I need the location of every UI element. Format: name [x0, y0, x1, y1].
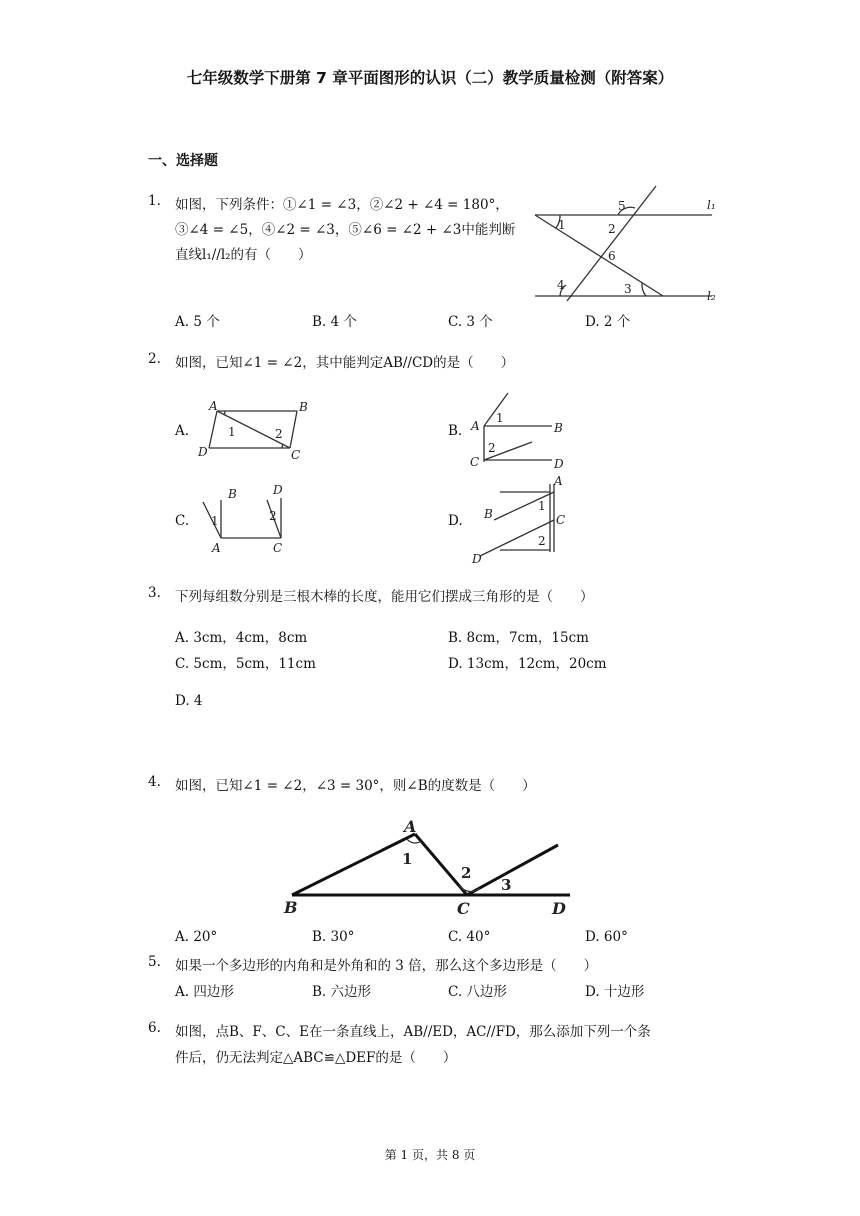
q2b-label-A: A: [471, 419, 480, 433]
q6-line-2: 件后，仍无法判定△ABC≌△DEF的是（ ）: [175, 1050, 457, 1066]
document-title: 七年级数学下册第 7 章平面图形的认识（二）教学质量检测（附答案）: [186, 69, 674, 87]
q1-number: 1.: [148, 193, 161, 209]
q2d-label-1: 1: [538, 499, 546, 513]
q5-option-c[interactable]: C. 八边形: [448, 984, 507, 1000]
q4-label-3: 3: [501, 876, 512, 894]
q3-option-d[interactable]: D. 13cm，12cm，20cm: [448, 656, 607, 672]
q2-option-b[interactable]: B.: [448, 423, 463, 439]
q2c-label-B: B: [228, 487, 237, 501]
q2c-label-C: C: [273, 541, 283, 555]
section-heading: 一、选择题: [148, 153, 218, 169]
q1-label-4: 4: [557, 278, 565, 292]
q2-option-d[interactable]: D.: [448, 513, 463, 529]
q2d-label-C: C: [556, 513, 566, 527]
q1-option-b[interactable]: B. 4 个: [312, 314, 357, 330]
q2-option-c[interactable]: C.: [175, 513, 190, 529]
q2-line-1: 如图，已知∠1 = ∠2，其中能判定AB//CD的是（ ）: [175, 355, 515, 371]
q2-option-a[interactable]: A.: [175, 423, 190, 439]
q2c-label-A: A: [212, 541, 221, 555]
q2c-label-2: 2: [269, 509, 277, 523]
q1-line-3: 直线l₁//l₂的有（ ）: [175, 247, 312, 263]
q2b-label-2: 2: [488, 441, 496, 455]
q5-number: 5.: [148, 954, 161, 970]
q4-label-A: A: [404, 817, 417, 836]
q5-option-a[interactable]: A. 四边形: [175, 984, 234, 1000]
q4-figure: [280, 812, 575, 920]
q4-option-d[interactable]: D. 60°: [585, 929, 628, 945]
q3-option-c[interactable]: C. 5cm，5cm，11cm: [175, 656, 316, 672]
q2-number: 2.: [148, 351, 161, 367]
q4-label-1: 1: [402, 850, 413, 868]
q3-line-1: 下列每组数分别是三根木棒的长度，能用它们摆成三角形的是（ ）: [175, 589, 594, 605]
q1-label-3: 3: [624, 282, 632, 296]
q4-label-B: B: [284, 898, 298, 917]
q2d-label-A: A: [554, 474, 563, 488]
q4-option-c[interactable]: C. 40°: [448, 929, 491, 945]
q2a-label-A: A: [209, 399, 218, 413]
q1-label-1: 1: [558, 218, 566, 232]
q3-number: 3.: [148, 585, 161, 601]
q2-figure-b: [462, 390, 577, 470]
q1-option-a[interactable]: A. 5 个: [175, 314, 220, 330]
q1-line-2: ③∠4 = ∠5，④∠2 = ∠3，⑤∠6 = ∠2 + ∠3中能判断: [175, 222, 516, 238]
q2a-label-C: C: [291, 448, 301, 462]
q1-line-1: 如图，下列条件：①∠1 = ∠3，②∠2 + ∠4 = 180°，: [175, 197, 509, 213]
page-footer: 第 1 页，共 8 页: [384, 1148, 476, 1162]
q5-option-d[interactable]: D. 十边形: [585, 984, 645, 1000]
q1-label-l2: l₂: [707, 289, 716, 303]
q4-option-a[interactable]: A. 20°: [175, 929, 218, 945]
q3-option-b[interactable]: B. 8cm，7cm，15cm: [448, 630, 589, 646]
q2-figure-d: [470, 470, 585, 570]
q3-option-a[interactable]: A. 3cm，4cm，8cm: [175, 630, 308, 646]
q1-label-6: 6: [608, 249, 616, 263]
q2d-label-B: B: [484, 507, 493, 521]
q2-figure-a: [195, 396, 310, 462]
q2a-label-D: D: [198, 445, 208, 459]
q1-figure: [530, 183, 730, 308]
q2b-label-D: D: [554, 457, 564, 471]
q1-label-5: 5: [618, 199, 626, 213]
q1-label-2: 2: [608, 222, 616, 236]
q2b-label-B: B: [554, 421, 563, 435]
q2-figure-c: [195, 480, 295, 560]
q2c-label-D: D: [273, 483, 283, 497]
q6-number: 6.: [148, 1020, 161, 1036]
q4-number: 4.: [148, 774, 161, 790]
q2a-label-B: B: [299, 400, 308, 414]
q6-line-1: 如图，点B、F、C、E在一条直线上，AB//ED，AC//FD，那么添加下列一个条: [175, 1024, 651, 1040]
q2b-label-1: 1: [496, 411, 504, 425]
q4-line-1: 如图，已知∠1 = ∠2，∠3 = 30°，则∠B的度数是（ ）: [175, 778, 536, 794]
q4-label-C: C: [457, 899, 470, 918]
q5-line-1: 如果一个多边形的内角和是外角和的 3 倍，那么这个多边形是（ ）: [175, 958, 598, 974]
q3-option-extra[interactable]: D. 4: [175, 693, 203, 709]
q2a-label-1: 1: [228, 425, 236, 439]
q2d-label-2: 2: [538, 534, 546, 548]
q1-option-c[interactable]: C. 3 个: [448, 314, 493, 330]
q1-label-l1: l₁: [707, 198, 716, 212]
q4-label-2: 2: [461, 864, 472, 882]
q2d-label-D: D: [472, 552, 482, 566]
q5-option-b[interactable]: B. 六边形: [312, 984, 372, 1000]
q2b-label-C: C: [470, 455, 480, 469]
q2a-label-2: 2: [275, 427, 283, 441]
q1-option-d[interactable]: D. 2 个: [585, 314, 631, 330]
q2c-label-1: 1: [211, 514, 219, 528]
q4-label-D: D: [552, 899, 566, 918]
q4-option-b[interactable]: B. 30°: [312, 929, 355, 945]
